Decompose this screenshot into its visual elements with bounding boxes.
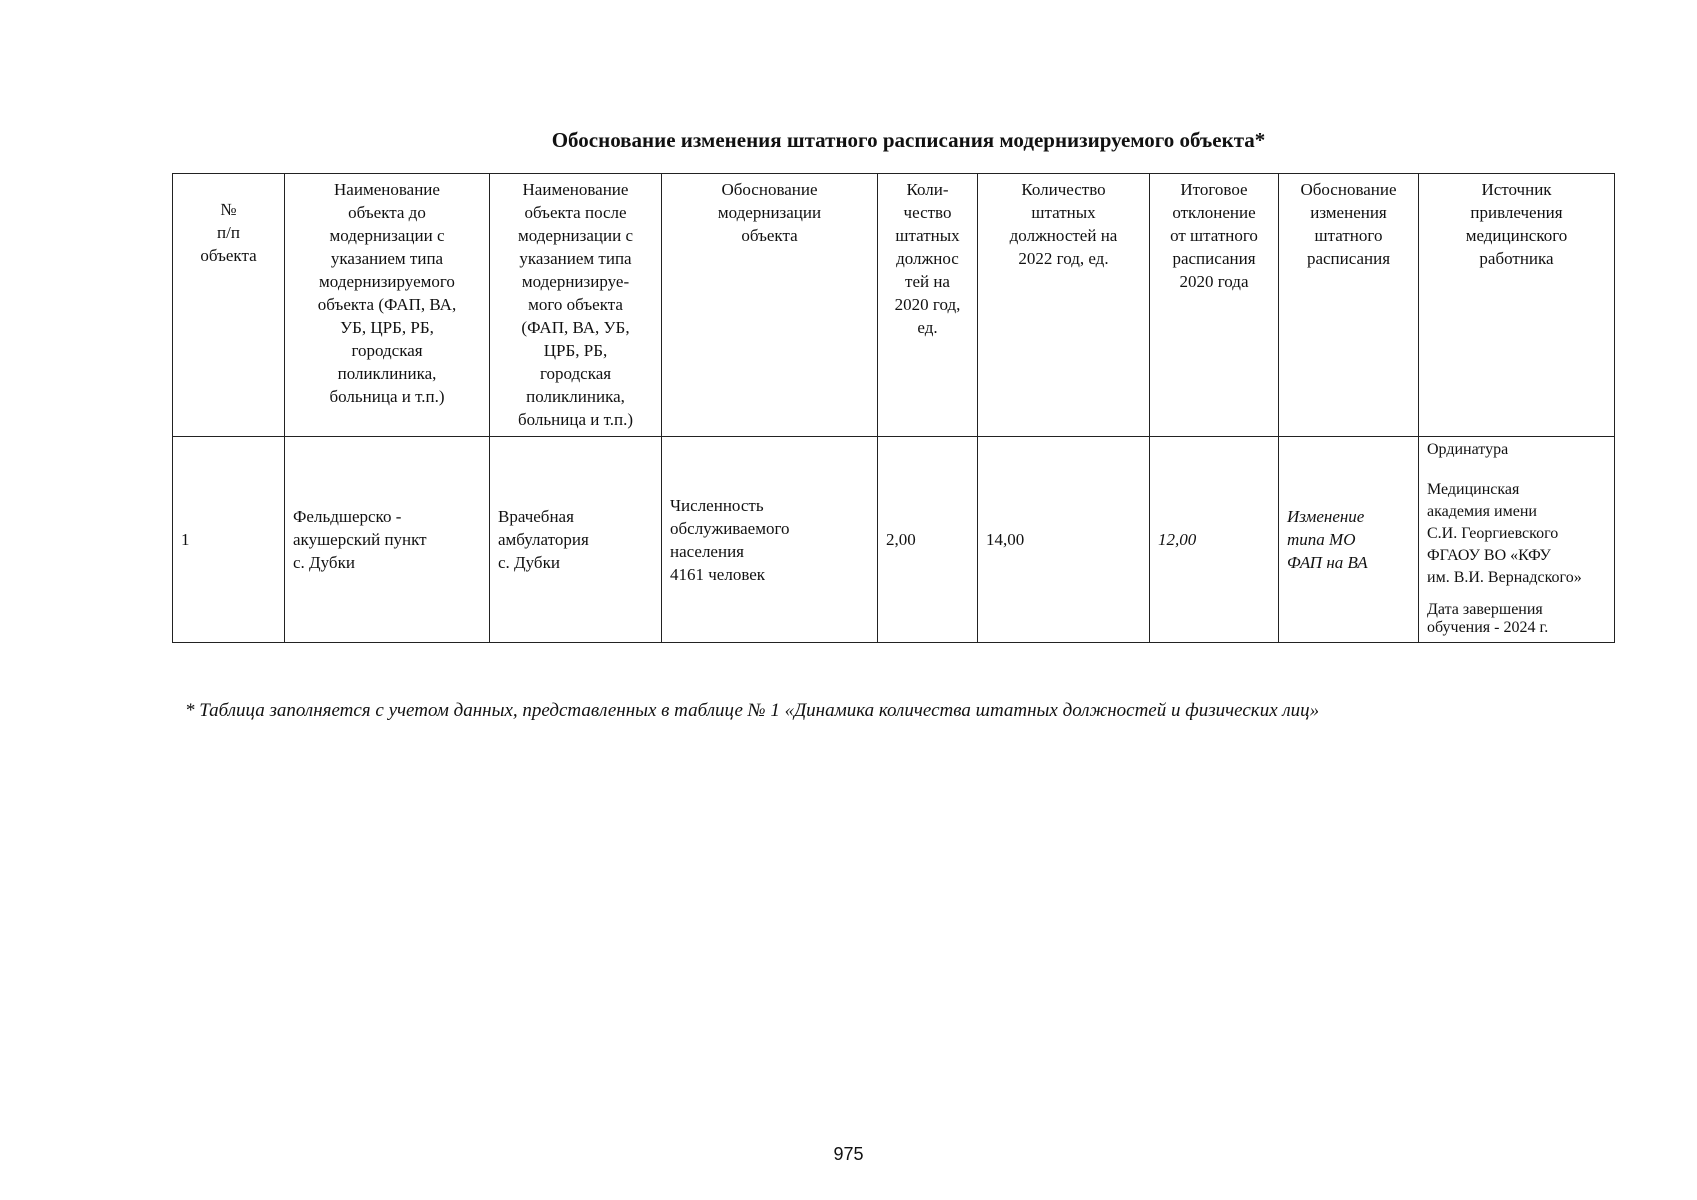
header-positions-2020: Коли- чество штатных должнос тей на 2020 год, ед. (878, 174, 978, 437)
cell-positions-2022: 14,00 (978, 437, 1150, 643)
cell-modernization-justification: Численность обслуживаемого населения 4161 человек (662, 437, 878, 643)
footnote: * Таблица заполняется с учетом данных, представленных в таблице № 1 «Динамика количества штатных должностей и физических лиц» (185, 700, 1320, 721)
cell-object-after: Врачебная амбулатория с. Дубки (490, 437, 662, 643)
page-title: Обоснование изменения штатного расписания модернизируемого объекта* (551, 128, 1266, 152)
cell-positions-2020: 2,00 (878, 437, 978, 643)
table-row (173, 437, 1615, 643)
header-change-justification: Обоснование изменения штатного расписания (1279, 174, 1419, 437)
header-total-deviation: Итоговое отклонение от штатного расписания 2020 года (1150, 174, 1279, 437)
header-number: № п/п объекта (173, 174, 285, 437)
cell-change-justification: Изменение типа МО ФАП на ВА (1279, 437, 1419, 643)
header-object-after: Наименование объекта после модернизации с указанием типа модернизируе- мого объекта (ФАП, ВА, УБ, ЦРБ, РБ, городская поликлиника, больница и т.п.) (490, 174, 662, 437)
header-positions-2022: Количество штатных должностей на 2022 год, ед. (978, 174, 1150, 437)
cell-staff-source (1419, 437, 1615, 643)
header-modernization-justification: Обоснование модернизации объекта (662, 174, 878, 437)
source-academy: Медицинская академия имени С.И. Георгиевского ФГАОУ ВО «КФУ им. В.И. Вернадского» (1427, 480, 1582, 586)
header-object-before: Наименование объекта до модернизации с указанием типа модернизируемого объекта (ФАП, ВА, УБ, ЦРБ, РБ, городская поликлиника, больница и т.п.) (285, 174, 490, 437)
staffing-table (172, 173, 1615, 643)
table-header-row (173, 174, 1615, 437)
source-residency: Ординатура (1427, 440, 1509, 458)
page-number: 975 (833, 1144, 864, 1164)
cell-total-deviation: 12,00 (1150, 437, 1279, 643)
cell-object-before: Фельдшерско - акушерский пункт с. Дубки (285, 437, 490, 643)
cell-number: 1 (173, 437, 285, 643)
source-completion-date: Дата завершения обучения - 2024 г. (1427, 600, 1549, 636)
header-staff-source: Источник привлечения медицинского работника (1419, 174, 1615, 437)
